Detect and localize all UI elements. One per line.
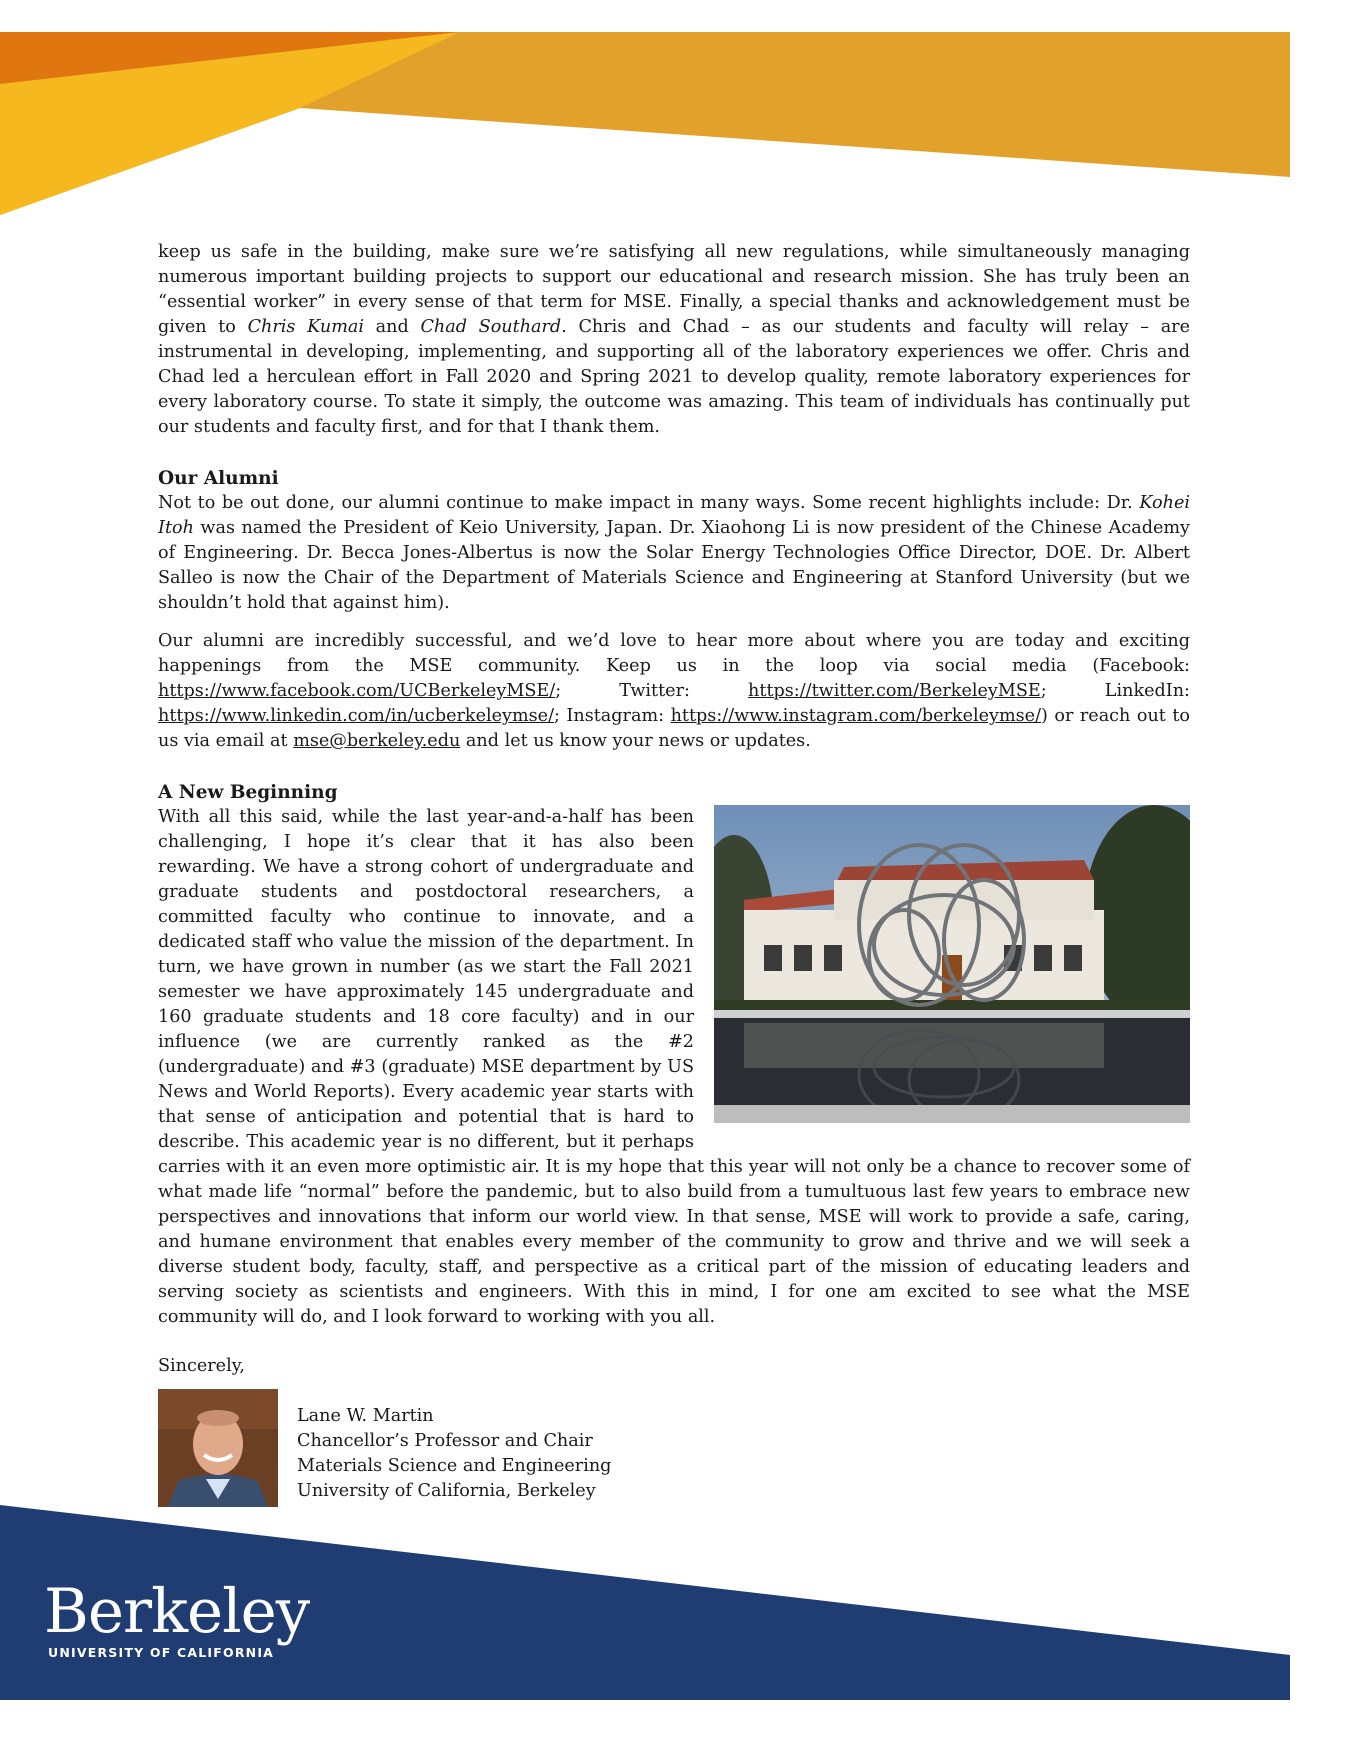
new-beginning-paragraph: With all this said, while the last year-and-a-half has been challenging, I hope it’s clear that it has also been rewarding. We have a strong cohort of undergraduate and graduate students and postdoctoral researchers, a committed faculty who continue to innovate, and a dedicated staff who value the mission of the department. In turn, we have grown in number (as we start the Fall 2021 semester we have approximately 145 undergraduate and 160 graduate students and 18 core faculty) and in our influence (we are currently ranked as the #2 (undergraduate) and #3 (graduate) MSE department by US News and World Reports). Every academic year starts with that sense of anticipation and potential that is hard to describe. This academic year is no different, but it perhaps carries with it an even more optimistic air. It is my hope that this year will not only be a chance to recover some of what made life “normal” before the pandemic, but to also build from a tumultuous last few years to embrace new perspectives and innovations that inform our world view. In that sense, MSE will work to provide a safe, caring, and humane environment that enables every member of the community to grow and thrive and we will seek a diverse student body, faculty, staff, and perspective as a critical part of the mission of educating leaders and serving society as scientists and engineers. With this in mind, I for one am excited to see what the MSE community will do, and I look forward to working with you all. [158, 807, 1190, 1327]
letter-body [158, 240, 1190, 1330]
signer-title: Chancellor’s Professor and Chair [297, 1431, 593, 1451]
campus-sculpture-photo [714, 805, 1190, 1123]
alumni-heading: Our Alumni [158, 468, 279, 489]
top-banner [0, 0, 1352, 240]
instagram-link[interactable]: https://www.instagram.com/berkeleymse/ [670, 706, 1042, 726]
linkedin-link[interactable]: https://www.linkedin.com/in/ucberkeleymse/ [158, 706, 555, 726]
alumni-paragraph-1: Not to be out done, our alumni continue to make impact in many ways. Some recent highlights include: Dr. Kohei Itoh was named the President of Keio University, Japan. Dr. Xiaohong Li is now president of the Chinese Academy of Engineering. Dr. Becca Jones-Albertus is now the Solar Energy Technologies Office Director, DOE. Dr. Albert Salleo is now the Chair of the Department of Materials Science and Engineering at Stanford University (but we shouldn’t hold that against him). [158, 493, 1190, 613]
staff-paragraph: keep us safe in the building, make sure we’re satisfying all new regulations, while simultaneously managing numerous important building projects to support our educational and research mission. She has truly been an “essential worker” in every sense of that term for MSE. Finally, a special thanks and acknowledgement must be given to Chris Kumai and Chad Southard. Chris and Chad – as our students and faculty will relay – are instrumental in developing, implementing, and supporting all of the laboratory experiences we offer. Chris and Chad led a herculean effort in Fall 2020 and Spring 2021 to develop quality, remote laboratory experiences for every laboratory course. To state it simply, the outcome was amazing. This team of individuals has continually put our students and faculty first, and for that I thank them. [158, 242, 1191, 437]
alumni-paragraph-2: Our alumni are incredibly successful, and we’d love to hear more about where you are today and exciting happenings from the MSE community. Keep us in the loop via social media (Facebook: https://www.facebook.com/UCBerkeleyMSE/; Twitter: https://twitter.com/BerkeleyMSE; LinkedIn: https://www.linkedin.com/in/ucberkeleymse/; Instagram: https://www.instagram.com/berkeleymse/) or reach out to us via email at mse@berkeley.edu and let us know your news or updates. [158, 631, 1190, 751]
salutation: Sincerely, [158, 1356, 245, 1376]
signature-text [297, 1404, 611, 1504]
facebook-link[interactable]: https://www.facebook.com/UCBerkeleyMSE/ [158, 681, 556, 701]
alumni-name-itoh: Kohei Itoh [158, 493, 1190, 538]
signer-name: Lane W. Martin [297, 1406, 434, 1426]
signer-department: Materials Science and Engineering [297, 1456, 612, 1476]
email-link[interactable]: mse@berkeley.edu [293, 731, 461, 751]
new-beginning-heading: A New Beginning [158, 782, 338, 803]
berkeley-logo-wordmark: Berkeley [44, 1576, 310, 1647]
berkeley-logo-subtitle: UNIVERSITY OF CALIFORNIA [48, 1645, 275, 1660]
signer-university: University of California, Berkeley [297, 1481, 596, 1501]
staff-name-chris: Chris Kumai [247, 317, 364, 337]
signature-block [158, 1354, 958, 1514]
twitter-link[interactable]: https://twitter.com/BerkeleyMSE [748, 681, 1041, 701]
chair-portrait [158, 1389, 278, 1507]
staff-name-chad: Chad Southard [420, 317, 562, 337]
